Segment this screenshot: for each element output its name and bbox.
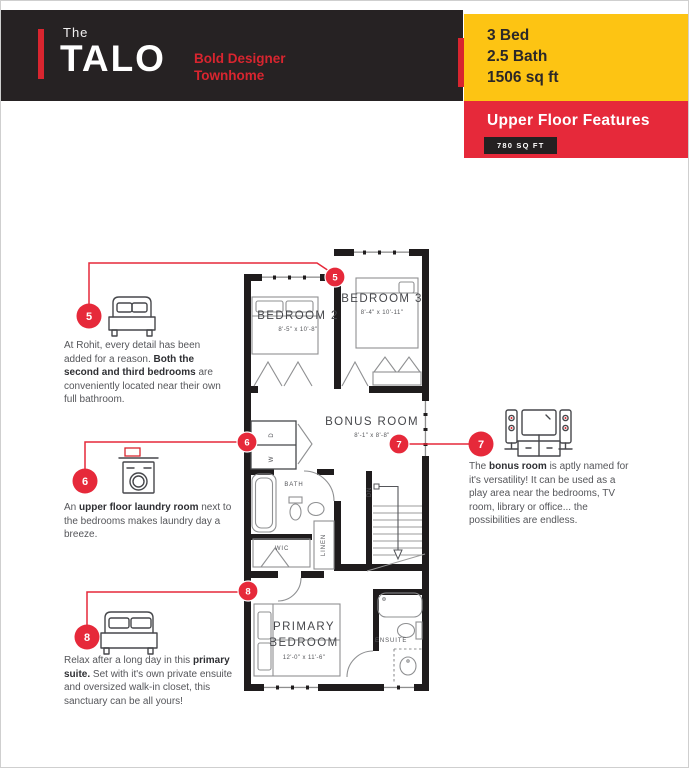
brand-name: TALO [60, 38, 166, 79]
bed-icon [109, 297, 155, 336]
brand-the: The [63, 25, 89, 40]
stairs-dn-label: DN [367, 486, 373, 498]
callout-text-7: The bonus room is aptly named for it's versatility! It can be used as a play area near the bedrooms, TV room, library or office... the possibilities are endless. [469, 461, 629, 526]
spec-baths: 2.5 Bath [487, 48, 548, 65]
room-label-bedroom2: BEDROOM 2 [257, 310, 339, 322]
room-dim-bedroom3: 8'-4" x 10'-11" [360, 310, 404, 316]
svg-text:6: 6 [81, 476, 89, 488]
plan-marker-5 [325, 267, 345, 287]
spec-beds: 3 Bed [487, 27, 530, 44]
spec-sqft: 1506 sq ft [487, 69, 559, 86]
room-label-bath: BATH [284, 482, 304, 488]
svg-text:8: 8 [83, 632, 91, 644]
plan-marker-6 [237, 432, 257, 452]
room-label-bonus: BONUS ROOM [325, 416, 419, 428]
plan-marker-7 [389, 434, 409, 454]
callout-text-5: At Rohit, every detail has been added for a reason. Both the second and third bedrooms are conveniently located near their own full bathroom. [64, 340, 221, 405]
room-dim-primary: 12'-0" x 11'-6" [282, 655, 326, 661]
callout-marker-8 [75, 625, 100, 650]
washer-icon [119, 448, 158, 493]
svg-text:7: 7 [477, 439, 485, 451]
tagline-line1: Bold Designer [194, 51, 286, 66]
laundry-dryer-label: D [269, 432, 275, 438]
area-badge: 780 SQ FT [484, 137, 557, 154]
brand-accent-bar-right [458, 38, 464, 87]
callout-text-6: An upper floor laundry room next to the bedrooms makes laundry day a breeze. [64, 502, 232, 540]
svg-text:6: 6 [244, 437, 250, 449]
stairs [367, 484, 425, 571]
callout-marker-5 [77, 304, 102, 329]
svg-text:5: 5 [85, 311, 93, 323]
callout-text-8: Relax after a long day in this primary suite. Set with it's own private ensuite and oversized walk-in closet, this sanctuary can be all yours! [64, 655, 233, 707]
bed-icon-primary [101, 612, 157, 654]
svg-text:8: 8 [245, 586, 251, 598]
tagline-line2: Townhome [194, 68, 265, 83]
room-label-bedroom3: BEDROOM 3 [341, 293, 423, 305]
room-dim-bonus: 8'-1" x 8'-8" [354, 433, 390, 439]
callout-marker-6 [73, 469, 98, 494]
laundry-washer-label: W [269, 455, 275, 463]
room-label-linen: LINEN [321, 533, 327, 557]
banner-title: Upper Floor Features [487, 112, 650, 129]
laundry-closet [251, 421, 312, 469]
floor-plan [1, 1, 689, 768]
plan-marker-8 [238, 581, 258, 601]
room-label-primary-line2: BEDROOM [269, 637, 339, 649]
svg-text:5: 5 [332, 272, 338, 284]
room-label-wic: WIC [274, 546, 290, 552]
tv-icon [505, 410, 572, 456]
svg-text:7: 7 [396, 439, 402, 451]
room-dim-bedroom2: 8'-5" x 10'-8" [278, 327, 318, 333]
callout-marker-7 [469, 432, 494, 457]
room-label-primary-line1: PRIMARY [273, 621, 335, 633]
room-label-ensuite: ENSUITE [375, 638, 408, 644]
